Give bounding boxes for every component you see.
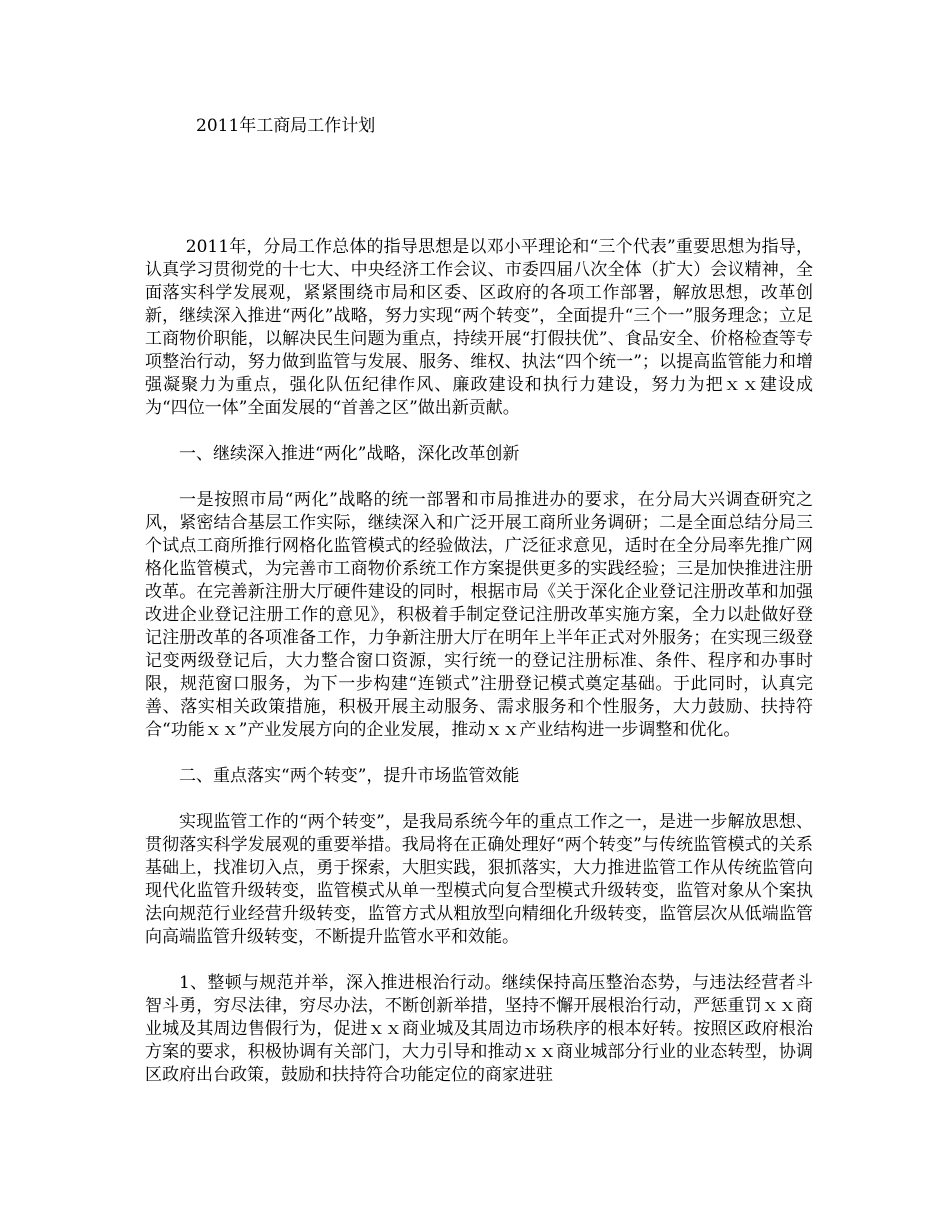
section-1-heading: 一、继续深入推进“两化”战略，深化改革创新 — [179, 444, 520, 464]
section-2-paragraph: 实现监管工作的“两个转变”，是我局系统今年的重点工作之一，是进一步解放思想、贯彻落实科学发展观的重要举措。我局将在正确处理好“两个转变”与传统监管模式的关系基础上，找准切入点，勇于探索，大胆实践，狠抓落实，大力推进监管工作从传统监管向现代化监管升级转变，监管模式从单一型模式向复合型模式升级转变，监管对象从个案执法向规范行业经营升级转变，监管方式从粗放型向精细化升级转变，监管层次从低端监管向高端监管升级转变，不断提升监管水平和效能。 — [145, 812, 813, 947]
paragraph-gap — [145, 466, 813, 489]
section-2-item-1-paragraph: 1、整顿与规范并举，深入推进根治行动。继续保持高压整治态势，与违法经营者斗智斗勇，穷尽法律，穷尽办法，不断创新举措，坚持不懈开展根治行动，严惩重罚ｘｘ商业城及其周边售假行为，促进ｘｘ商业城及其周边市场秩序的根本好转。按照区政府根治方案的要求，积极协调有关部门，大力引导和推动ｘｘ商业城部分行业的业态转型，协调区政府出台政策，鼓励和扶持符合功能定位的商家进驻 — [145, 973, 813, 1085]
paragraph-gap — [145, 420, 813, 443]
paragraph-gap — [145, 949, 813, 972]
intro-paragraph: 2011年，分局工作总体的指导思想是以邓小平理论和“三个代表”重要思想为指导，认真学习贯彻党的十七大、中央经济工作会议、市委四届八次全体（扩大）会议精神，全面落实科学发展观，紧紧围绕市局和区委、区政府的各项工作部署，解放思想，改革创新，继续深入推进“两化”战略，努力实现“两个转变”，全面提升“三个一”服务理念；立足工商物价职能，以解决民生问题为重点，持续开展“打假扶优”、食品安全、价格检查等专项整治行动，努力做到监管与发展、服务、维权、执法“四个统一”；以提高监管能力和增强凝聚力为重点，强化队伍纪律作风、廉政建设和执行力建设，努力为把ｘｘ建设成为“四位一体”全面发展的“首善之区”做出新贡献。 — [145, 237, 813, 418]
paragraph-gap — [145, 788, 813, 811]
document-title: 2011年工商局工作计划 — [196, 116, 376, 136]
paragraph-gap — [145, 742, 813, 765]
document-body — [145, 236, 813, 1087]
section-2-heading: 二、重点落实“两个转变”，提升市场监管效能 — [179, 766, 520, 786]
section-1-paragraph: 一是按照市局“两化”战略的统一部署和市局推进办的要求，在分局大兴调查研究之风，紧密结合基层工作实际，继续深入和广泛开展工商所业务调研；二是全面总结分局三个试点工商所推行网格化监管模式的经验做法，广泛征求意见，适时在全分局率先推广网格化监管模式，为完善市工商物价系统工作方案提供更多的实践经验；三是加快推进注册改革。在完善新注册大厅硬件建设的同时，根据市局《关于深化企业登记注册改革和加强改进企业登记注册工作的意见》，积极着手制定登记注册改革实施方案，全力以赴做好登记注册改革的各项准备工作，力争新注册大厅在明年上半年正式对外服务；在实现三级登记变两级登记后，大力整合窗口资源，实行统一的登记注册标准、条件、程序和办事时限，规范窗口服务，为下一步构建“连锁式”注册登记模式奠定基础。于此同时，认真完善、落实相关政策措施，积极开展主动服务、需求服务和个性服务，大力鼓励、扶持符合“功能ｘｘ”产业发展方向的企业发展，推动ｘｘ产业结构进一步调整和优化。 — [145, 490, 813, 740]
